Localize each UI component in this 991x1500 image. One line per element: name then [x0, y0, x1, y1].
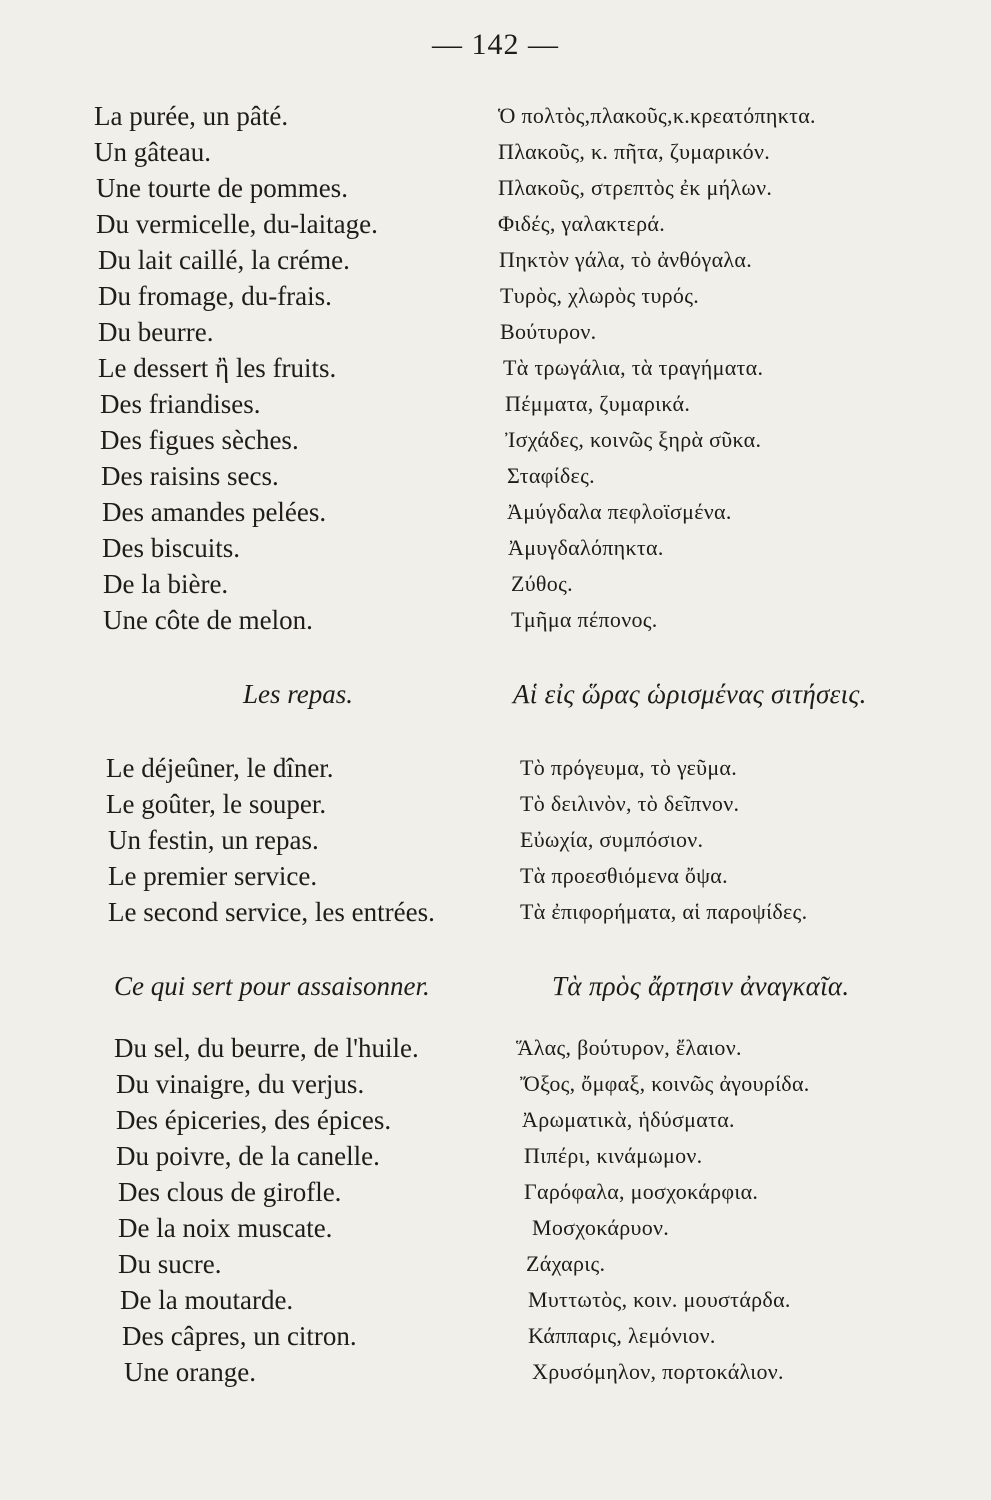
vocab-row: [0, 1030, 991, 1066]
vocab-row: [0, 1282, 991, 1318]
vocabulary-section-1: [0, 98, 991, 638]
greek-term: Τυρὸς, χλωρὸς τυρός.: [500, 283, 700, 308]
vocab-row: [0, 350, 991, 386]
vocab-row: [0, 1210, 991, 1246]
vocab-row: [0, 134, 991, 170]
heading-greek: Αἱ εἰς ὥρας ὡρισμένας σιτήσεις.: [513, 679, 867, 709]
french-term: Du vermicelle, du-laitage.: [96, 209, 378, 239]
french-term: Le premier service.: [108, 861, 318, 891]
greek-term: Μυττωτὸς, κοιν. μουστάρδα.: [528, 1287, 791, 1312]
vocab-row: [0, 1246, 991, 1282]
greek-term: Τὰ προεσθιόμενα ὄψα.: [520, 863, 728, 888]
french-term: Des épiceries, des épices.: [116, 1105, 392, 1135]
greek-term: Ὁ πολτὸς,πλακοῦς,κ.κρεατόπηκτα.: [498, 103, 816, 128]
greek-term: Ἀρωματικὰ, ἡδύσματα.: [522, 1107, 735, 1132]
greek-term: Σταφίδες.: [507, 463, 595, 488]
heading-french: Ce qui sert pour assaisonner.: [114, 971, 430, 1001]
vocab-row: [0, 206, 991, 242]
greek-term: Πλακοῦς, στρεπτὸς ἐκ μήλων.: [498, 175, 773, 200]
french-term: Des raisins secs.: [101, 461, 279, 491]
greek-term: Ὄξος, ὄμφαξ, κοινῶς ἀγουρίδα.: [520, 1071, 810, 1096]
vocab-row: [0, 1354, 991, 1390]
greek-term: Ζάχαρις.: [526, 1251, 606, 1276]
french-term: Des amandes pelées.: [102, 497, 327, 527]
vocab-row: [0, 1066, 991, 1102]
greek-term: Εὐωχία, συμπόσιον.: [520, 827, 704, 852]
vocab-row: [0, 458, 991, 494]
vocab-row: [0, 750, 991, 786]
french-term: Une tourte de pommes.: [96, 173, 348, 203]
french-term: Un gâteau.: [94, 137, 211, 167]
vocab-row: [0, 602, 991, 638]
french-term: De la moutarde.: [120, 1285, 294, 1315]
section-heading-seasoning: [0, 964, 991, 1008]
vocab-row: [0, 1102, 991, 1138]
vocab-row: [0, 894, 991, 930]
greek-term: Τὰ ἐπιφορήματα, αἱ παροψίδες.: [520, 899, 808, 924]
greek-term: Χρυσόμηλον, πορτοκάλιον.: [532, 1359, 784, 1384]
french-term: Le dessert ἢ les fruits.: [98, 353, 337, 383]
greek-term: Φιδές, γαλακτερά.: [498, 211, 666, 236]
greek-term: Κάππαρις, λεμόνιον.: [528, 1323, 716, 1348]
french-term: Une orange.: [124, 1357, 256, 1387]
heading-french: Les repas.: [243, 679, 354, 709]
vocab-row: [0, 858, 991, 894]
greek-term: Βούτυρον.: [500, 319, 597, 344]
french-term: Une côte de melon.: [103, 605, 313, 635]
vocabulary-section-2: [0, 750, 991, 930]
french-term: Le goûter, le souper.: [106, 789, 327, 819]
french-term: De la bière.: [103, 569, 229, 599]
vocab-row: [0, 822, 991, 858]
heading-greek: Τὰ πρὸς ἄρτησιν ἀναγκαῖα.: [552, 971, 850, 1001]
vocab-row: [0, 530, 991, 566]
greek-term: Πιπέρι, κινάμωμον.: [524, 1143, 703, 1168]
greek-term: Τὰ τρωγάλια, τὰ τραγήματα.: [503, 355, 764, 380]
vocab-row: [0, 278, 991, 314]
french-term: De la noix muscate.: [118, 1213, 333, 1243]
french-term: Le déjeûner, le dîner.: [106, 753, 334, 783]
vocab-row: [0, 566, 991, 602]
vocabulary-section-3: [0, 1030, 991, 1390]
french-term: Des biscuits.: [102, 533, 240, 563]
french-term: Du poivre, de la canelle.: [116, 1141, 380, 1171]
greek-term: Ζύθος.: [511, 571, 573, 596]
french-term: Du lait caillé, la créme.: [98, 245, 350, 275]
vocab-row: [0, 1138, 991, 1174]
greek-term: Μοσχοκάρυον.: [532, 1215, 670, 1240]
vocab-row: [0, 494, 991, 530]
vocab-row: [0, 170, 991, 206]
greek-term: Ἰσχάδες, κοινῶς ξηρὰ σῦκα.: [505, 427, 762, 452]
french-term: Du vinaigre, du verjus.: [116, 1069, 365, 1099]
vocab-row: [0, 242, 991, 278]
vocab-row: [0, 98, 991, 134]
french-term: Du sel, du beurre, de l'huile.: [114, 1033, 419, 1063]
greek-term: Πλακοῦς, κ. πῆτα, ζυμαρικόν.: [498, 139, 771, 164]
greek-term: Ἀμυγδαλόπηκτα.: [508, 535, 664, 560]
greek-term: Ἀμύγδαλα πεφλοϊσμένα.: [507, 499, 732, 524]
french-term: La purée, un pâté.: [94, 101, 289, 131]
french-term: Le second service, les entrées.: [108, 897, 435, 927]
vocab-row: [0, 1174, 991, 1210]
vocab-row: [0, 386, 991, 422]
greek-term: Τμῆμα πέπονος.: [511, 607, 658, 632]
french-term: Du fromage, du-frais.: [98, 281, 332, 311]
greek-term: Πηκτὸν γάλα, τὸ ἀνθόγαλα.: [499, 247, 753, 272]
greek-term: Ἅλας, βούτυρον, ἔλαιον.: [516, 1035, 742, 1060]
french-term: Des figues sèches.: [100, 425, 299, 455]
greek-term: Τὸ πρόγευμα, τὸ γεῦμα.: [520, 755, 738, 780]
section-heading-meals: [0, 672, 991, 716]
vocab-row: [0, 786, 991, 822]
french-term: Des friandises.: [100, 389, 261, 419]
greek-term: Γαρόφαλα, μοσχοκάρφια.: [524, 1179, 759, 1204]
greek-term: Τὸ δειλινὸν, τὸ δεῖπνον.: [520, 791, 740, 816]
french-term: Du beurre.: [98, 317, 214, 347]
french-term: Des câpres, un citron.: [122, 1321, 357, 1351]
vocab-row: [0, 1318, 991, 1354]
french-term: Des clous de girofle.: [118, 1177, 342, 1207]
french-term: Un festin, un repas.: [108, 825, 319, 855]
vocab-row: [0, 422, 991, 458]
greek-term: Πέμματα, ζυμαρικά.: [505, 391, 691, 416]
vocab-row: [0, 314, 991, 350]
page-number: — 142 —: [432, 28, 559, 61]
french-term: Du sucre.: [118, 1249, 222, 1279]
